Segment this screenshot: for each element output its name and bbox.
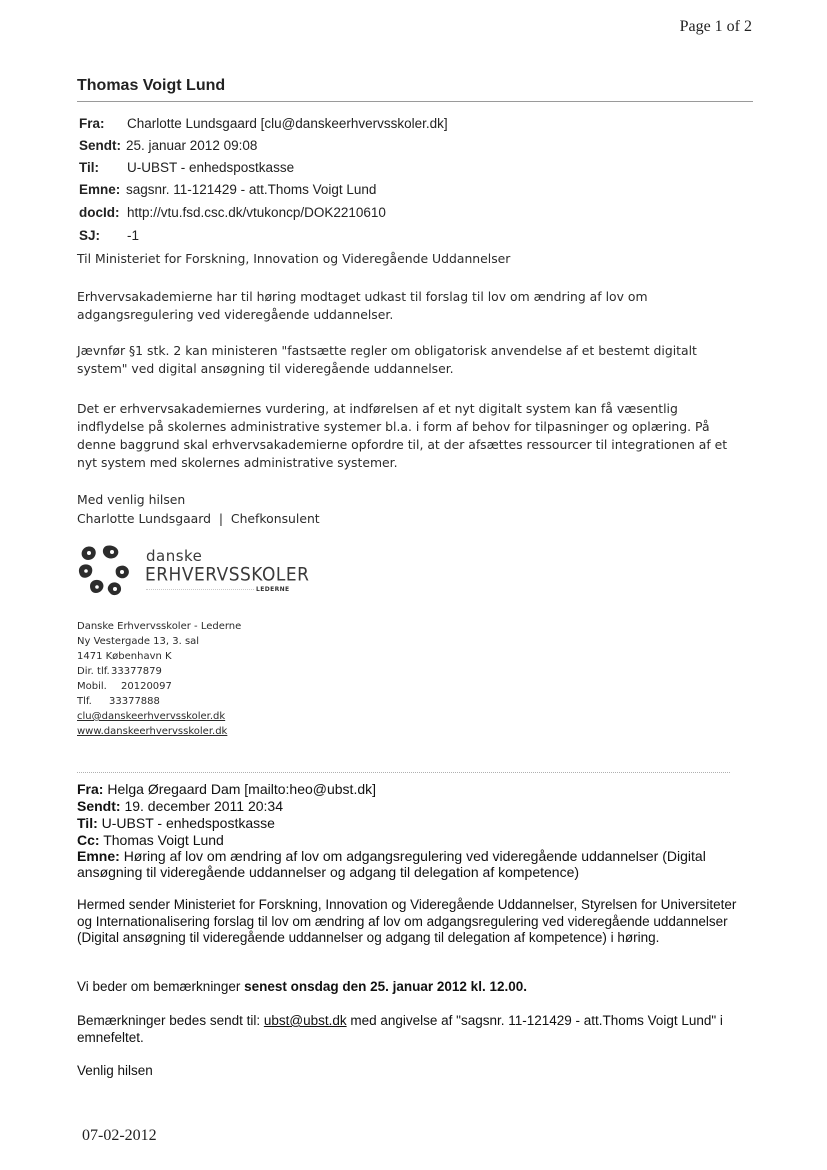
p2-deadline: senest onsdag den 25. januar 2012 kl. 12.00. bbox=[244, 979, 527, 994]
subject-value: sagsnr. 11-121429 - att.Thoms Voigt Lund bbox=[126, 182, 377, 197]
email1-paragraph-2: Jævnfør §1 stk. 2 kan ministeren "fastsætte regler om obligatorisk anvendelse af et bestemt digitalt system" ved digital ansøgning til videregående uddannelser. bbox=[77, 343, 697, 376]
sig-org: Danske Erhvervsskoler - Lederne bbox=[77, 621, 242, 632]
sig-dir-row bbox=[77, 664, 162, 679]
sig-tlf-row bbox=[77, 694, 160, 709]
to-label: Til: bbox=[79, 160, 99, 175]
email2-paragraph-1: Hermed sender Ministeriet for Forskning, Innovation og Videregående Uddannelser, Styrelsen for Universiteter og Internationalisering forslag til lov om ændring af lov om adgangsregulering ved videregående uddannelser (Digital ansøgning til videregående uddannelser og adgang til delegation af kompetence) i høring. bbox=[77, 897, 737, 945]
ubst-email-link[interactable]: ubst@ubst.dk bbox=[263, 1013, 347, 1028]
email2-paragraph-2 bbox=[77, 979, 747, 996]
sig-tlf-label: Tlf. bbox=[77, 696, 92, 707]
email2-closing: Venlig hilsen bbox=[77, 1063, 153, 1078]
sig-dir-label: Dir. tlf. bbox=[77, 666, 110, 677]
subject-label: Emne: bbox=[79, 182, 121, 197]
header-divider bbox=[77, 101, 753, 102]
email1-signer: Charlotte Lundsgaard | Chefkonsulent bbox=[77, 511, 320, 526]
sent-label: Sendt: bbox=[79, 138, 121, 153]
cc-value: Thomas Voigt Lund bbox=[103, 832, 224, 848]
docid-label: docId: bbox=[79, 205, 120, 220]
p2-text: Vi beder om bemærkninger bbox=[77, 979, 245, 994]
email1-paragraph-1: Erhvervsakademierne har til høring modtaget udkast til forslag til lov om ændring af lov om adgangsregulering ved videregående uddannelser. bbox=[77, 289, 648, 322]
sig-web-link[interactable]: www.danskeerhvervsskoler.dk bbox=[77, 726, 228, 737]
from-value: Charlotte Lundsgaard [clu@danskeerhvervsskoler.dk] bbox=[127, 116, 448, 131]
email1-closing: Med venlig hilsen bbox=[77, 492, 186, 507]
footer-date: 07-02-2012 bbox=[82, 1127, 157, 1144]
email2-paragraph-3 bbox=[77, 1013, 747, 1046]
email1-to-row bbox=[79, 160, 294, 175]
email1-subject-row bbox=[79, 182, 376, 197]
sent-label: Sendt: bbox=[77, 798, 121, 814]
email1-from-row bbox=[79, 116, 448, 131]
p3-text-pre: Bemærkninger bedes sendt til: bbox=[77, 1013, 264, 1028]
sj-label: SJ: bbox=[79, 228, 101, 243]
email1-sent-row bbox=[79, 138, 257, 153]
sig-mobil-value: 20120097 bbox=[121, 681, 172, 692]
email2-subject-row-2 bbox=[77, 864, 579, 880]
email2-subject-row bbox=[77, 848, 706, 864]
docid-value: http://vtu.fsd.csc.dk/vtukoncp/DOK2210610 bbox=[127, 205, 386, 220]
logo-line-1: danske bbox=[146, 547, 203, 565]
from-value: Helga Øregaard Dam [mailto:heo@ubst.dk] bbox=[107, 781, 377, 797]
email2-to-row bbox=[77, 815, 275, 831]
cc-label: Cc: bbox=[77, 832, 100, 848]
sig-dir-value: 33377879 bbox=[111, 666, 162, 677]
email1-docid-row bbox=[79, 205, 386, 220]
sig-city: 1471 København K bbox=[77, 651, 172, 662]
sig-web-row bbox=[77, 724, 227, 739]
sig-mobil-label: Mobil. bbox=[77, 681, 107, 692]
logo-tagline-rule bbox=[146, 589, 254, 591]
sender-name: Thomas Voigt Lund bbox=[77, 77, 226, 94]
sent-value: 25. januar 2012 09:08 bbox=[126, 138, 258, 153]
to-value: U-UBST - enhedspostkasse bbox=[101, 815, 275, 831]
sig-email-row bbox=[77, 709, 225, 724]
from-label: Fra: bbox=[79, 116, 105, 131]
email2-from-row bbox=[77, 781, 376, 797]
sig-mobil-row bbox=[77, 679, 172, 694]
email2-cc-row bbox=[77, 832, 224, 848]
page-number: Page 1 of 2 bbox=[679, 18, 752, 35]
subject-label: Emne: bbox=[77, 848, 120, 864]
logo-line-2: ERHVERVSSKOLER bbox=[145, 564, 310, 586]
subject-value-line-1: Høring af lov om ændring af lov om adgangsregulering ved videregående uddannelser (Digital bbox=[123, 848, 706, 864]
from-label: Fra: bbox=[77, 781, 104, 797]
email2-sent-row bbox=[77, 798, 283, 814]
sig-tlf-value: 33377888 bbox=[109, 696, 160, 707]
subject-value-line-2: ansøgning til videregående uddannelser og adgang til delegation af kompetence) bbox=[77, 864, 580, 880]
sj-value: -1 bbox=[127, 228, 140, 243]
sig-street: Ny Vestergade 13, 3. sal bbox=[77, 636, 200, 647]
to-label: Til: bbox=[77, 815, 98, 831]
email1-sj-row bbox=[79, 228, 139, 243]
email1-greeting: Til Ministeriet for Forskning, Innovation og Videregående Uddannelser bbox=[77, 251, 511, 266]
to-value: U-UBST - enhedspostkasse bbox=[127, 160, 295, 175]
p3-text-post: med angivelse af "sagsnr. 11-121429 - att.Thoms Voigt Lund" i emnefeltet. bbox=[77, 1013, 723, 1045]
sig-email-link[interactable]: clu@danskeerhvervsskoler.dk bbox=[77, 711, 226, 722]
email1-paragraph-3: Det er erhvervsakademiernes vurdering, at indførelsen af et nyt digitalt system kan få væsentlig indflydelse på skolernes administrative systemer bl.a. i form af behov for tilpasninger og oplæring. På denne baggrund skal erhvervsakademierne opfordre til, at der afsættes ressourcer til integrationen af et nyt system med skolernes administrative systemer. bbox=[77, 401, 728, 470]
email-separator bbox=[77, 772, 730, 773]
logo-line-3: LEDERNE bbox=[256, 586, 290, 593]
sent-value: 19. december 2011 20:34 bbox=[124, 798, 283, 814]
